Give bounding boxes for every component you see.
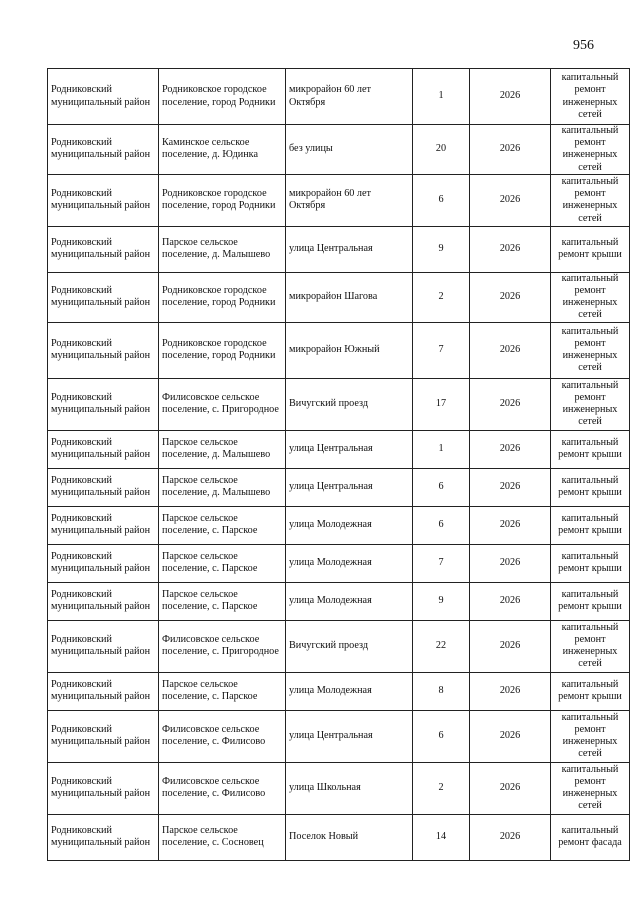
work-type-cell: капитальный ремонт крыши bbox=[551, 468, 630, 506]
table-row bbox=[48, 710, 630, 762]
year-cell: 2026 bbox=[470, 506, 551, 544]
street-cell: Поселок Новый bbox=[286, 814, 413, 860]
settlement-cell: Родниковское городское поселение, город Родники bbox=[159, 272, 286, 322]
street-cell: микрорайон Шагова bbox=[286, 272, 413, 322]
street-cell: Вичугский проезд bbox=[286, 620, 413, 672]
settlement-cell: Парское сельское поселение, д. Малышево bbox=[159, 430, 286, 468]
house-number-cell: 20 bbox=[413, 125, 470, 175]
house-number-cell: 7 bbox=[413, 322, 470, 378]
street-cell: улица Молодежная bbox=[286, 506, 413, 544]
table-row bbox=[48, 125, 630, 175]
work-type-cell: капитальный ремонт инженерных сетей bbox=[551, 620, 630, 672]
house-number-cell: 9 bbox=[413, 226, 470, 272]
work-type-cell: капитальный ремонт инженерных сетей bbox=[551, 710, 630, 762]
house-number-cell: 6 bbox=[413, 506, 470, 544]
work-type-cell: капитальный ремонт крыши bbox=[551, 544, 630, 582]
district-cell: Родниковский муниципальный район bbox=[48, 272, 159, 322]
district-cell: Родниковский муниципальный район bbox=[48, 672, 159, 710]
page-number: 956 bbox=[573, 38, 594, 53]
house-number-cell: 6 bbox=[413, 710, 470, 762]
settlement-cell: Парское сельское поселение, д. Малышево bbox=[159, 226, 286, 272]
table-row bbox=[48, 69, 630, 125]
house-number-cell: 6 bbox=[413, 174, 470, 226]
housing-repair-table bbox=[47, 68, 630, 861]
district-cell: Родниковский муниципальный район bbox=[48, 322, 159, 378]
district-cell: Родниковский муниципальный район bbox=[48, 378, 159, 430]
year-cell: 2026 bbox=[470, 814, 551, 860]
district-cell: Родниковский муниципальный район bbox=[48, 582, 159, 620]
table-row bbox=[48, 468, 630, 506]
work-type-cell: капитальный ремонт инженерных сетей bbox=[551, 762, 630, 814]
table-row bbox=[48, 582, 630, 620]
district-cell: Родниковский муниципальный район bbox=[48, 69, 159, 125]
district-cell: Родниковский муниципальный район bbox=[48, 506, 159, 544]
year-cell: 2026 bbox=[470, 710, 551, 762]
house-number-cell: 17 bbox=[413, 378, 470, 430]
work-type-cell: капитальный ремонт крыши bbox=[551, 672, 630, 710]
district-cell: Родниковский муниципальный район bbox=[48, 430, 159, 468]
house-number-cell: 8 bbox=[413, 672, 470, 710]
street-cell: улица Центральная bbox=[286, 226, 413, 272]
settlement-cell: Филисовское сельское поселение, с. Филисово bbox=[159, 710, 286, 762]
district-cell: Родниковский муниципальный район bbox=[48, 544, 159, 582]
settlement-cell: Парское сельское поселение, д. Малышево bbox=[159, 468, 286, 506]
year-cell: 2026 bbox=[470, 322, 551, 378]
table-row bbox=[48, 814, 630, 860]
house-number-cell: 14 bbox=[413, 814, 470, 860]
house-number-cell: 1 bbox=[413, 430, 470, 468]
street-cell: Вичугский проезд bbox=[286, 378, 413, 430]
table-row bbox=[48, 544, 630, 582]
work-type-cell: капитальный ремонт инженерных сетей bbox=[551, 378, 630, 430]
district-cell: Родниковский муниципальный район bbox=[48, 125, 159, 175]
year-cell: 2026 bbox=[470, 226, 551, 272]
settlement-cell: Родниковское городское поселение, город Родники bbox=[159, 322, 286, 378]
house-number-cell: 2 bbox=[413, 272, 470, 322]
work-type-cell: капитальный ремонт крыши bbox=[551, 582, 630, 620]
work-type-cell: капитальный ремонт крыши bbox=[551, 506, 630, 544]
settlement-cell: Филисовское сельское поселение, с. Пригородное bbox=[159, 378, 286, 430]
settlement-cell: Парское сельское поселение, с. Сосновец bbox=[159, 814, 286, 860]
year-cell: 2026 bbox=[470, 430, 551, 468]
table-row bbox=[48, 226, 630, 272]
street-cell: улица Молодежная bbox=[286, 544, 413, 582]
settlement-cell: Парское сельское поселение, с. Парское bbox=[159, 582, 286, 620]
district-cell: Родниковский муниципальный район bbox=[48, 174, 159, 226]
year-cell: 2026 bbox=[470, 174, 551, 226]
district-cell: Родниковский муниципальный район bbox=[48, 710, 159, 762]
district-cell: Родниковский муниципальный район bbox=[48, 226, 159, 272]
year-cell: 2026 bbox=[470, 762, 551, 814]
table-body bbox=[48, 69, 630, 861]
street-cell: улица Центральная bbox=[286, 468, 413, 506]
table-row bbox=[48, 672, 630, 710]
settlement-cell: Парское сельское поселение, с. Парское bbox=[159, 506, 286, 544]
work-type-cell: капитальный ремонт инженерных сетей bbox=[551, 322, 630, 378]
year-cell: 2026 bbox=[470, 378, 551, 430]
work-type-cell: капитальный ремонт фасада bbox=[551, 814, 630, 860]
house-number-cell: 2 bbox=[413, 762, 470, 814]
work-type-cell: капитальный ремонт инженерных сетей bbox=[551, 125, 630, 175]
settlement-cell: Филисовское сельское поселение, с. Пригородное bbox=[159, 620, 286, 672]
year-cell: 2026 bbox=[470, 544, 551, 582]
work-type-cell: капитальный ремонт крыши bbox=[551, 430, 630, 468]
street-cell: микрорайон Южный bbox=[286, 322, 413, 378]
settlement-cell: Родниковское городское поселение, город Родники bbox=[159, 174, 286, 226]
district-cell: Родниковский муниципальный район bbox=[48, 620, 159, 672]
table-row bbox=[48, 620, 630, 672]
settlement-cell: Родниковское городское поселение, город Родники bbox=[159, 69, 286, 125]
work-type-cell: капитальный ремонт инженерных сетей bbox=[551, 69, 630, 125]
street-cell: микрорайон 60 лет Октября bbox=[286, 174, 413, 226]
street-cell: без улицы bbox=[286, 125, 413, 175]
year-cell: 2026 bbox=[470, 69, 551, 125]
street-cell: улица Центральная bbox=[286, 710, 413, 762]
house-number-cell: 22 bbox=[413, 620, 470, 672]
district-cell: Родниковский муниципальный район bbox=[48, 762, 159, 814]
year-cell: 2026 bbox=[470, 582, 551, 620]
settlement-cell: Парское сельское поселение, с. Парское bbox=[159, 544, 286, 582]
house-number-cell: 1 bbox=[413, 69, 470, 125]
settlement-cell: Филисовское сельское поселение, с. Филисово bbox=[159, 762, 286, 814]
house-number-cell: 9 bbox=[413, 582, 470, 620]
year-cell: 2026 bbox=[470, 672, 551, 710]
table-row bbox=[48, 762, 630, 814]
street-cell: улица Молодежная bbox=[286, 582, 413, 620]
work-type-cell: капитальный ремонт крыши bbox=[551, 226, 630, 272]
table-row bbox=[48, 174, 630, 226]
street-cell: микрорайон 60 лет Октября bbox=[286, 69, 413, 125]
year-cell: 2026 bbox=[470, 272, 551, 322]
street-cell: улица Школьная bbox=[286, 762, 413, 814]
district-cell: Родниковский муниципальный район bbox=[48, 468, 159, 506]
table-row bbox=[48, 430, 630, 468]
district-cell: Родниковский муниципальный район bbox=[48, 814, 159, 860]
year-cell: 2026 bbox=[470, 468, 551, 506]
work-type-cell: капитальный ремонт инженерных сетей bbox=[551, 272, 630, 322]
table-row bbox=[48, 272, 630, 322]
street-cell: улица Центральная bbox=[286, 430, 413, 468]
table-row bbox=[48, 378, 630, 430]
settlement-cell: Парское сельское поселение, с. Парское bbox=[159, 672, 286, 710]
table-row bbox=[48, 322, 630, 378]
house-number-cell: 7 bbox=[413, 544, 470, 582]
work-type-cell: капитальный ремонт инженерных сетей bbox=[551, 174, 630, 226]
year-cell: 2026 bbox=[470, 125, 551, 175]
year-cell: 2026 bbox=[470, 620, 551, 672]
street-cell: улица Молодежная bbox=[286, 672, 413, 710]
table-row bbox=[48, 506, 630, 544]
house-number-cell: 6 bbox=[413, 468, 470, 506]
settlement-cell: Каминское сельское поселение, д. Юдинка bbox=[159, 125, 286, 175]
